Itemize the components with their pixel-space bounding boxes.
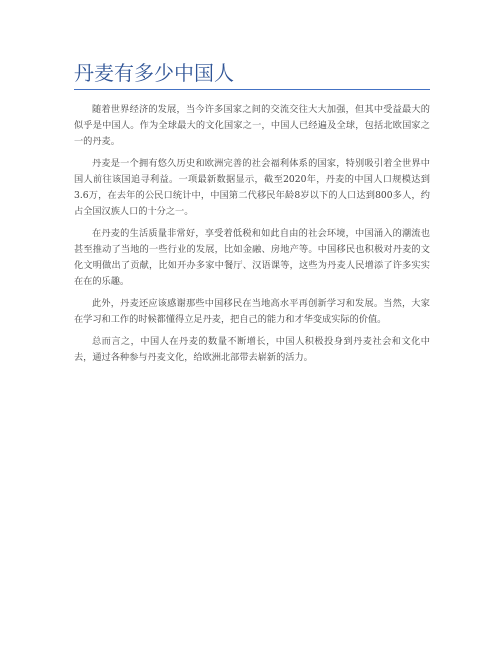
paragraph-1: 随着世界经济的发展，当今许多国家之间的交流交往大大加强，但其中受益最大的似乎是中国人。作为全球最大的文化国家之一，中国人已经遍及全球，包括北欧国家之一的丹麦。 [74,104,430,147]
paragraph-3: 在丹麦的生活质量非常好，享受着低税和如此自由的社会环境，中国涌入的潮流也甚至推动了当地的一些行业的发展，比如金融、房地产等。中国移民也积极对丹麦的文化文明做出了贡献，比如开办多家中餐厅、汉语课等，这些为丹麦人民增添了许多实实在在的乐趣。 [74,228,430,287]
paragraph-4: 此外，丹麦还应该感谢那些中国移民在当地高水平再创新学习和发展。当然，大家在学习和工作的时候都懂得立足丹麦，把自己的能力和才华变成实际的价值。 [74,298,430,325]
document-title: 丹麦有多少中国人 [74,61,234,85]
title-underline [74,89,430,90]
paragraph-5: 总而言之，中国人在丹麦的数量不断增长，中国人积极投身到丹麦社会和文化中去，通过各种参与丹麦文化，给欧洲北部带去崭新的活力。 [74,336,430,363]
document-body [74,102,430,372]
paragraph-2: 丹麦是一个拥有悠久历史和欧洲完善的社会福利体系的国家，特别吸引着全世界中国人前往该国追寻利益。一项最新数据显示，截至2020年，丹麦的中国人口规模达到3.6万，在去年的公民口统计中，中国第二代移民年龄8岁以下的人口达到800多人，约占全国汉族人口的十分之一。 [74,158,430,217]
